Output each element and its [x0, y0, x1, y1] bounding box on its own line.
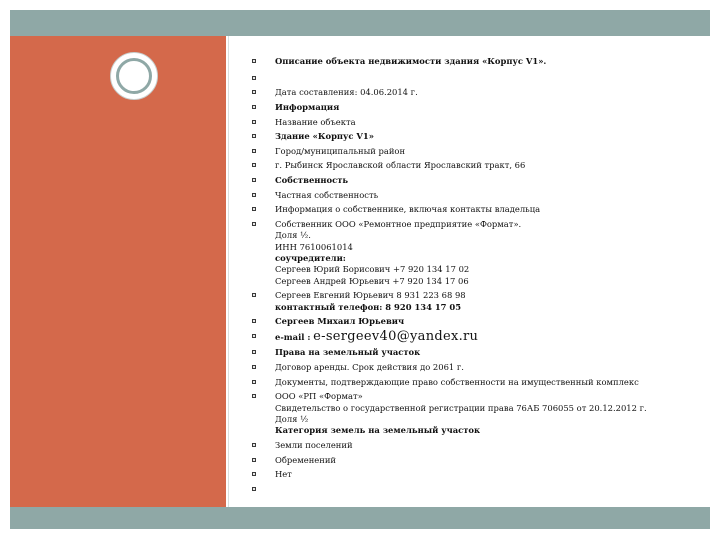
date-text: Дата составления: 04.06.2014 г. — [275, 87, 418, 98]
land-category: Земли поселений — [275, 440, 353, 451]
list-item — [252, 347, 702, 358]
bullet-icon — [252, 90, 256, 94]
share-line: Доля ½. — [275, 230, 311, 241]
list-item — [252, 204, 702, 215]
object-name: Здание «Корпус V1» — [275, 131, 374, 142]
ownership-type: Частная собственность — [275, 189, 379, 200]
list-item-empty — [252, 73, 702, 84]
list-item — [252, 117, 702, 128]
list-item-land — [252, 391, 702, 437]
list-item — [252, 131, 702, 142]
lease-text: Договор аренды. Срок действия до 2061 г. — [275, 362, 464, 373]
list-item — [252, 316, 702, 327]
field-label: Документы, подтверждающие право собственности на имущественный комплекс — [275, 376, 639, 387]
list-item — [252, 146, 702, 157]
address-text: г. Рыбинск Ярославской области Ярославский тракт, 66 — [275, 160, 526, 171]
cofounders-heading: соучредители: — [275, 253, 346, 264]
bullet-icon — [252, 293, 256, 297]
field-label: Информация о собственнике, включая контакты владельца — [275, 204, 541, 215]
section-heading: Права на земельный участок — [275, 347, 421, 358]
bullet-icon — [252, 120, 256, 124]
list-item-owner — [252, 219, 702, 287]
bullet-icon — [252, 394, 256, 398]
document-title: Описание объекта недвижимости здания «Корпус V1». — [275, 56, 547, 66]
list-item — [252, 102, 702, 113]
share-line: Доля ½ — [275, 414, 309, 425]
list-item — [252, 87, 702, 98]
cofounder-line: Сергеев Юрий Борисович +7 920 134 17 02 — [275, 264, 470, 275]
section-heading: Собственность — [275, 175, 349, 186]
bullet-icon — [252, 149, 256, 153]
land-category-heading: Категория земель на земельный участок — [275, 425, 481, 436]
list-item — [252, 290, 702, 313]
company-line: ООО «РП «Формат» — [275, 391, 363, 402]
bullet-icon — [252, 365, 256, 369]
list-item — [252, 362, 702, 373]
bullet-icon — [252, 134, 256, 138]
email-label: e-mail : — [275, 332, 311, 343]
bullet-icon — [252, 458, 256, 462]
bullet-icon — [252, 178, 256, 182]
bullet-icon — [252, 105, 256, 109]
list-item-title — [252, 56, 702, 67]
owner-line: Собственник ООО «Ремонтное предприятие «Формат». — [275, 218, 522, 229]
field-label: Обременений — [275, 454, 336, 465]
bullet-icon — [252, 163, 256, 167]
list-item-email — [252, 331, 702, 343]
bullet-icon — [252, 443, 256, 447]
cofounder-line: Сергеев Андрей Юрьевич +7 920 134 17 06 — [275, 275, 469, 286]
bullet-list — [252, 56, 702, 498]
circle-emblem-icon — [110, 52, 158, 100]
list-item — [252, 377, 702, 388]
bullet-icon — [252, 487, 256, 491]
bottom-bar — [10, 507, 710, 529]
circle-emblem-inner — [116, 58, 152, 94]
inn-line: ИНН 7610061014 — [275, 241, 353, 252]
bullet-icon — [252, 319, 256, 323]
email-value: e-sergeev40@yandex.ru — [313, 329, 479, 345]
bullet-icon — [252, 334, 256, 338]
list-item — [252, 175, 702, 186]
cofounder-line: Сергеев Михаил Юрьевич — [275, 316, 405, 327]
bullet-icon — [252, 222, 256, 226]
bullet-icon — [252, 59, 256, 63]
divider-line — [228, 36, 229, 507]
section-heading: Информация — [275, 102, 340, 113]
left-accent-panel — [10, 36, 226, 507]
list-item — [252, 469, 702, 480]
contact-phone: контактный телефон: 8 920 134 17 05 — [275, 301, 462, 312]
list-item — [252, 190, 702, 201]
top-bar — [10, 10, 710, 36]
bullet-icon — [252, 472, 256, 476]
list-item — [252, 440, 702, 451]
list-item-empty — [252, 484, 702, 495]
field-label: Название объекта — [275, 116, 356, 127]
bullet-icon — [252, 380, 256, 384]
list-item — [252, 160, 702, 171]
field-label: Город/муниципальный район — [275, 145, 406, 156]
encumbrance-value: Нет — [275, 469, 292, 480]
bullet-icon — [252, 76, 256, 80]
bullet-icon — [252, 207, 256, 211]
bullet-icon — [252, 350, 256, 354]
list-item — [252, 455, 702, 466]
certificate-line: Свидетельство о государственной регистрации права 76АБ 706055 от 20.12.2012 г. — [275, 402, 647, 413]
cofounder-line: Сергеев Евгений Юрьевич 8 931 223 68 98 — [275, 290, 466, 301]
bullet-icon — [252, 193, 256, 197]
